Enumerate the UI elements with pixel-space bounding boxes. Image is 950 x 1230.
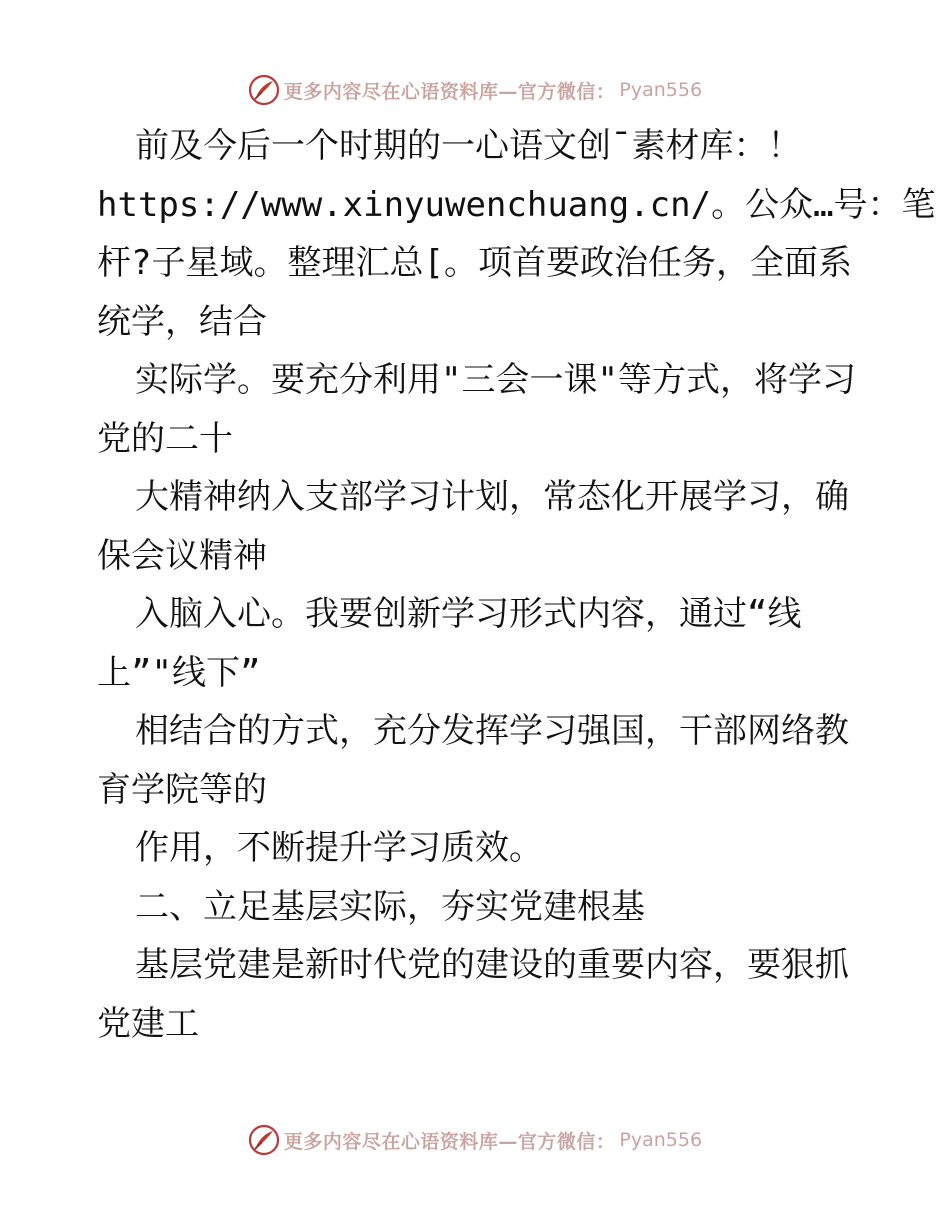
section-heading: 二、立足基层实际，夯实党建根基 [135, 886, 645, 927]
text-line: 入脑入心。我要创新学习形式内容，通过“线 [135, 594, 802, 634]
text-line: 相结合的方式，充分发挥学习强国，干部网络教 [135, 711, 849, 751]
text-line: 统学，结合 [97, 301, 267, 342]
footer-banner [0, 1120, 950, 1160]
banner-title: 更多内容尽在心语资料库—官方微信： [283, 80, 616, 103]
header-banner [0, 70, 950, 110]
text-line: 上”"线下” [97, 652, 261, 693]
text-line: 基层党建是新时代党的建设的重要内容，要狠抓 [135, 945, 849, 985]
document-body [97, 117, 936, 1053]
wechat-id: Pyan556 [619, 79, 703, 101]
text-line: 杆?子星域。整理汇总[。项首要政治任务，全面系 [97, 243, 852, 283]
text-line: 作用，不断提升学习质效。 [135, 828, 543, 868]
text-line: https://www.xinyuwenchuang.cn/。公众…号：笔 [97, 184, 936, 225]
text-line: 党建工 [97, 1003, 199, 1044]
text-line: 大精神纳入支部学习计划，常态化开展学习，确 [135, 477, 849, 517]
red-feather-logo-icon [248, 1124, 280, 1156]
text-line: 育学院等的 [97, 769, 267, 810]
wechat-id: Pyan556 [619, 1129, 703, 1151]
red-feather-logo-icon [248, 74, 280, 106]
text-line: 党的二十 [97, 418, 233, 459]
text-line: 保会议精神 [97, 535, 267, 576]
banner-title: 更多内容尽在心语资料库—官方微信： [283, 1130, 616, 1153]
text-line: 前及今后一个时期的一心语文创¯素材库：！ [135, 126, 802, 166]
text-line: 实际学。要充分利用"三会一课"等方式，将学习 [135, 360, 856, 400]
